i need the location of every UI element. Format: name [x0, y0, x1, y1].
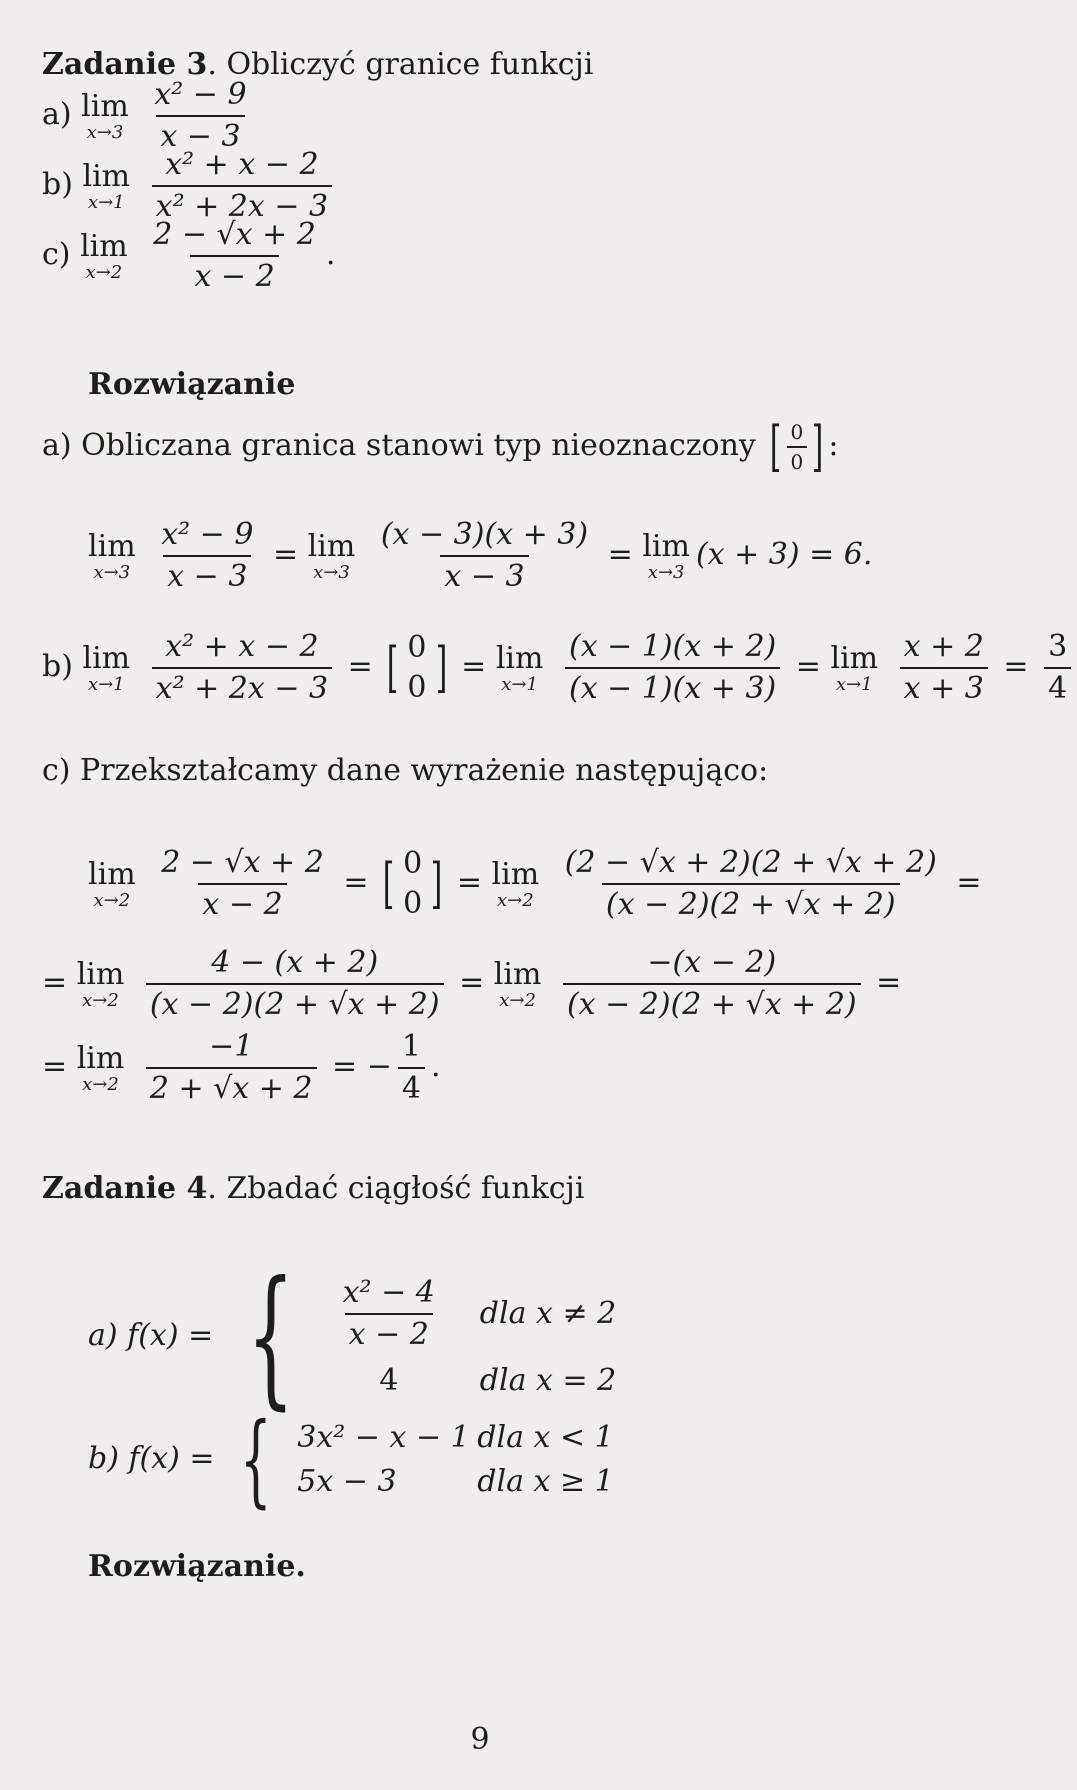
numerator: 0 — [790, 420, 804, 444]
lim-text: lim — [493, 957, 542, 992]
limit-op — [81, 90, 129, 142]
limit-op — [494, 958, 542, 1010]
denominator: 0 — [787, 446, 808, 473]
limit-op — [642, 530, 690, 582]
numerator: x² − 4 — [342, 1275, 435, 1310]
lim-sub: x→3 — [86, 122, 124, 143]
numerator: (2 − √x + 2)(2 + √x + 2) — [564, 845, 937, 880]
solution-a-sentence: a) Obliczana granica stanowi typ nieoznaczony — [42, 428, 756, 463]
case-row — [297, 1421, 613, 1455]
case-row — [297, 1465, 613, 1499]
case-condition: dla x = 2 — [479, 1363, 617, 1398]
indet-fraction — [399, 847, 426, 921]
lim-sub: x→3 — [93, 562, 131, 583]
lim-sub: x→2 — [85, 262, 123, 283]
lim-text: lim — [88, 529, 136, 564]
numerator: x² − 9 — [161, 517, 254, 552]
fraction — [157, 518, 257, 594]
numerator: 0 — [407, 630, 427, 665]
solution3-heading: Rozwiązanie — [88, 367, 296, 402]
lim-text: lim — [642, 529, 690, 564]
denominator: x − 3 — [440, 555, 528, 594]
brace-left: { — [240, 1401, 272, 1518]
task4-title-rest: . Zbadać ciągłość funkcji — [207, 1171, 585, 1206]
task4-b — [88, 1401, 614, 1518]
indet-fraction — [403, 631, 430, 705]
bracket-left: [ — [382, 852, 395, 915]
lim-text: lim — [80, 229, 128, 264]
fraction — [900, 630, 988, 706]
item-label-b: b) — [42, 649, 73, 684]
function-label: b) f(x) = — [88, 1441, 215, 1476]
lim-sub: x→1 — [835, 674, 873, 695]
numerator: 1 — [401, 1029, 421, 1064]
denominator: (x − 2)(2 + √x + 2) — [146, 983, 444, 1022]
solution3-a-eq: lim x→3 $\frac{\text{x² − 9}}{x - 3}$ = lim x→3 $\frac{(x - 3)(x + 3)}{x - 3}$ = lim x→3 (x + 3) = 6. — [88, 517, 873, 594]
numerator: (x − 1)(x + 2) — [569, 629, 777, 664]
lim-text: lim — [82, 641, 131, 676]
item-label-c: c) — [42, 237, 71, 272]
page-number: 9 — [470, 1722, 490, 1757]
solution3-c-eq3: = lim x→2 $\frac{-1}{2 + √x + 2}$ = − $\frac{1}{4}$ . — [42, 1029, 441, 1106]
case-value: 4 — [379, 1363, 399, 1398]
fraction — [146, 1030, 317, 1106]
limit-op — [492, 858, 540, 910]
bracket-left: [ — [387, 636, 399, 699]
numerator: −(x − 2) — [647, 945, 777, 980]
lim-sub: x→2 — [93, 890, 131, 911]
denominator: x + 3 — [900, 667, 988, 706]
limit-op — [496, 642, 544, 694]
task3-title-rest: . Obliczyć granice funkcji — [207, 47, 594, 82]
brace-left: { — [246, 1250, 295, 1424]
fraction — [565, 630, 780, 706]
fraction — [146, 946, 444, 1022]
limit-op — [82, 642, 130, 694]
denominator: x² + 2x − 3 — [152, 667, 332, 706]
case-condition: dla x < 1 — [477, 1420, 614, 1455]
item-label-b: b) — [42, 167, 73, 202]
lim-text: lim — [76, 957, 125, 992]
task3-c: c) lim x→2 $\frac{2 - √x + 2}{x - 2}$ . — [42, 217, 336, 294]
limit-op — [308, 530, 356, 582]
bracket-right: ] — [430, 852, 443, 915]
task3-b — [42, 148, 338, 224]
case-row — [328, 1276, 616, 1352]
numerator: 3 — [1048, 629, 1068, 664]
lim-text: lim — [495, 641, 544, 676]
limit-op — [88, 530, 136, 582]
lim-text: lim — [88, 857, 136, 892]
limit-op — [830, 642, 878, 694]
denominator: x − 3 — [156, 115, 244, 154]
limit-op — [77, 1042, 125, 1094]
case-condition: dla x ≥ 1 — [477, 1464, 614, 1499]
fraction — [377, 518, 592, 594]
solution3-c-eq2: = lim x→2 $\frac{4 - (x + 2)}{(x - 2)(2 + √x + 2)}$ = lim x→2 $\frac{-(x - 2)}{(x - 2)(2 + √x + 2)}$ = — [42, 945, 902, 1022]
limit-op — [82, 160, 130, 212]
lim-text: lim — [76, 1041, 125, 1076]
fraction — [149, 218, 320, 294]
bracket-right: ] — [811, 415, 824, 478]
lim-sub: x→2 — [499, 990, 536, 1011]
numerator: x² + x − 2 — [165, 147, 319, 182]
task4-header — [42, 1172, 584, 1206]
denominator: 4 — [1044, 667, 1071, 706]
task3-title: Zadanie 3 — [42, 47, 208, 82]
denominator: 0 — [407, 670, 427, 705]
solution3-c-eq1: lim x→2 $\frac{2 - √x + 2}{x - 2}$ = [ 0 0 ] = lim x→2 $\frac{(2 - √x + 2)(2 + √x + 2)}{(x - 2)(2 + √x + 2)}$ = — [88, 845, 982, 922]
denominator: (x − 2)(2 + √x + 2) — [563, 983, 861, 1022]
fraction — [563, 946, 861, 1022]
lim-sub: x→1 — [87, 674, 125, 695]
denominator: x − 2 — [345, 1313, 433, 1352]
cases — [297, 1421, 613, 1499]
bracket-left: [ — [770, 415, 782, 478]
task3-a — [42, 78, 257, 154]
solution3-c-text: c) Przekształcamy dane wyrażenie następująco: — [42, 753, 769, 788]
denominator: (x − 1)(x + 3) — [565, 667, 780, 706]
lim-text: lim — [82, 159, 131, 194]
denominator: x − 2 — [198, 883, 286, 922]
numerator: 2 − √x + 2 — [153, 217, 316, 252]
limit-op — [88, 858, 136, 910]
task4-a — [88, 1250, 617, 1424]
lim-text: lim — [830, 641, 879, 676]
lim-sub: x→2 — [496, 890, 534, 911]
function-label: a) f(x) = — [88, 1318, 214, 1353]
numerator: 2 − √x + 2 — [161, 845, 324, 880]
lim-sub: x→3 — [647, 562, 685, 583]
fraction-result — [398, 1030, 425, 1106]
numerator: x + 2 — [903, 629, 984, 664]
numerator: 0 — [403, 846, 423, 881]
lim-sub: x→2 — [82, 1074, 119, 1095]
lim-text: lim — [491, 857, 540, 892]
limit-op — [77, 958, 125, 1010]
denominator: x − 2 — [190, 255, 278, 294]
cases — [328, 1276, 616, 1398]
denominator: (x − 2)(2 + √x + 2) — [602, 883, 900, 922]
task4-solution-heading: Rozwiązanie. — [88, 1549, 306, 1584]
denominator: 0 — [403, 886, 423, 921]
solution3-b-eq: b) lim x→1 $\frac{\text{x² + x − 2}}{\text{x² + 2x − 3}}$ = [ 0 0 ] = lim x→1 $\frac{(x - 1)(x + 2)}{(x - 1)(x + 3)}$ = lim x→1 $\frac{x + 2}{x + 3}$ = $\frac{3}{4}$ — [42, 630, 1077, 706]
case-condition: dla x ≠ 2 — [479, 1296, 617, 1331]
task4-title: Zadanie 4 — [42, 1171, 208, 1206]
denominator: x² + 2x − 3 — [152, 185, 332, 224]
bracket-right: ] — [435, 636, 447, 699]
lim-sub: x→2 — [82, 990, 119, 1011]
denominator: x − 3 — [163, 555, 251, 594]
fraction-result — [1044, 630, 1071, 706]
task3-header — [42, 48, 593, 82]
fraction — [150, 78, 250, 154]
case-value: 5x − 3 — [297, 1464, 397, 1499]
case-row — [328, 1364, 616, 1398]
lim-sub: x→1 — [87, 192, 125, 213]
lim-sub: x→3 — [313, 562, 350, 583]
result: (x + 3) = 6. — [695, 537, 873, 572]
numerator: x² − 9 — [154, 77, 247, 112]
lim-text: lim — [81, 89, 129, 124]
denominator: 4 — [398, 1067, 425, 1106]
denominator: 2 + √x + 2 — [146, 1067, 317, 1106]
fraction — [152, 630, 332, 706]
numerator: −1 — [209, 1029, 254, 1064]
case-value: 3x² − x − 1 — [297, 1420, 470, 1455]
item-label-a: a) — [42, 97, 72, 132]
fraction — [561, 846, 941, 922]
solution3-a-text: a) Obliczana granica stanowi typ nieoznaczony [ $\frac{0}{0}$ ] : — [42, 415, 839, 478]
numerator: 4 − (x + 2) — [211, 945, 379, 980]
fraction — [334, 1276, 444, 1352]
numerator: x² + x − 2 — [165, 629, 319, 664]
lim-sub: x→1 — [501, 674, 538, 695]
numerator: (x − 3)(x + 3) — [380, 517, 589, 552]
fraction — [152, 148, 332, 224]
indet-fraction — [787, 421, 808, 473]
fraction — [157, 846, 328, 922]
lim-text: lim — [307, 529, 356, 564]
limit-op — [80, 230, 128, 282]
